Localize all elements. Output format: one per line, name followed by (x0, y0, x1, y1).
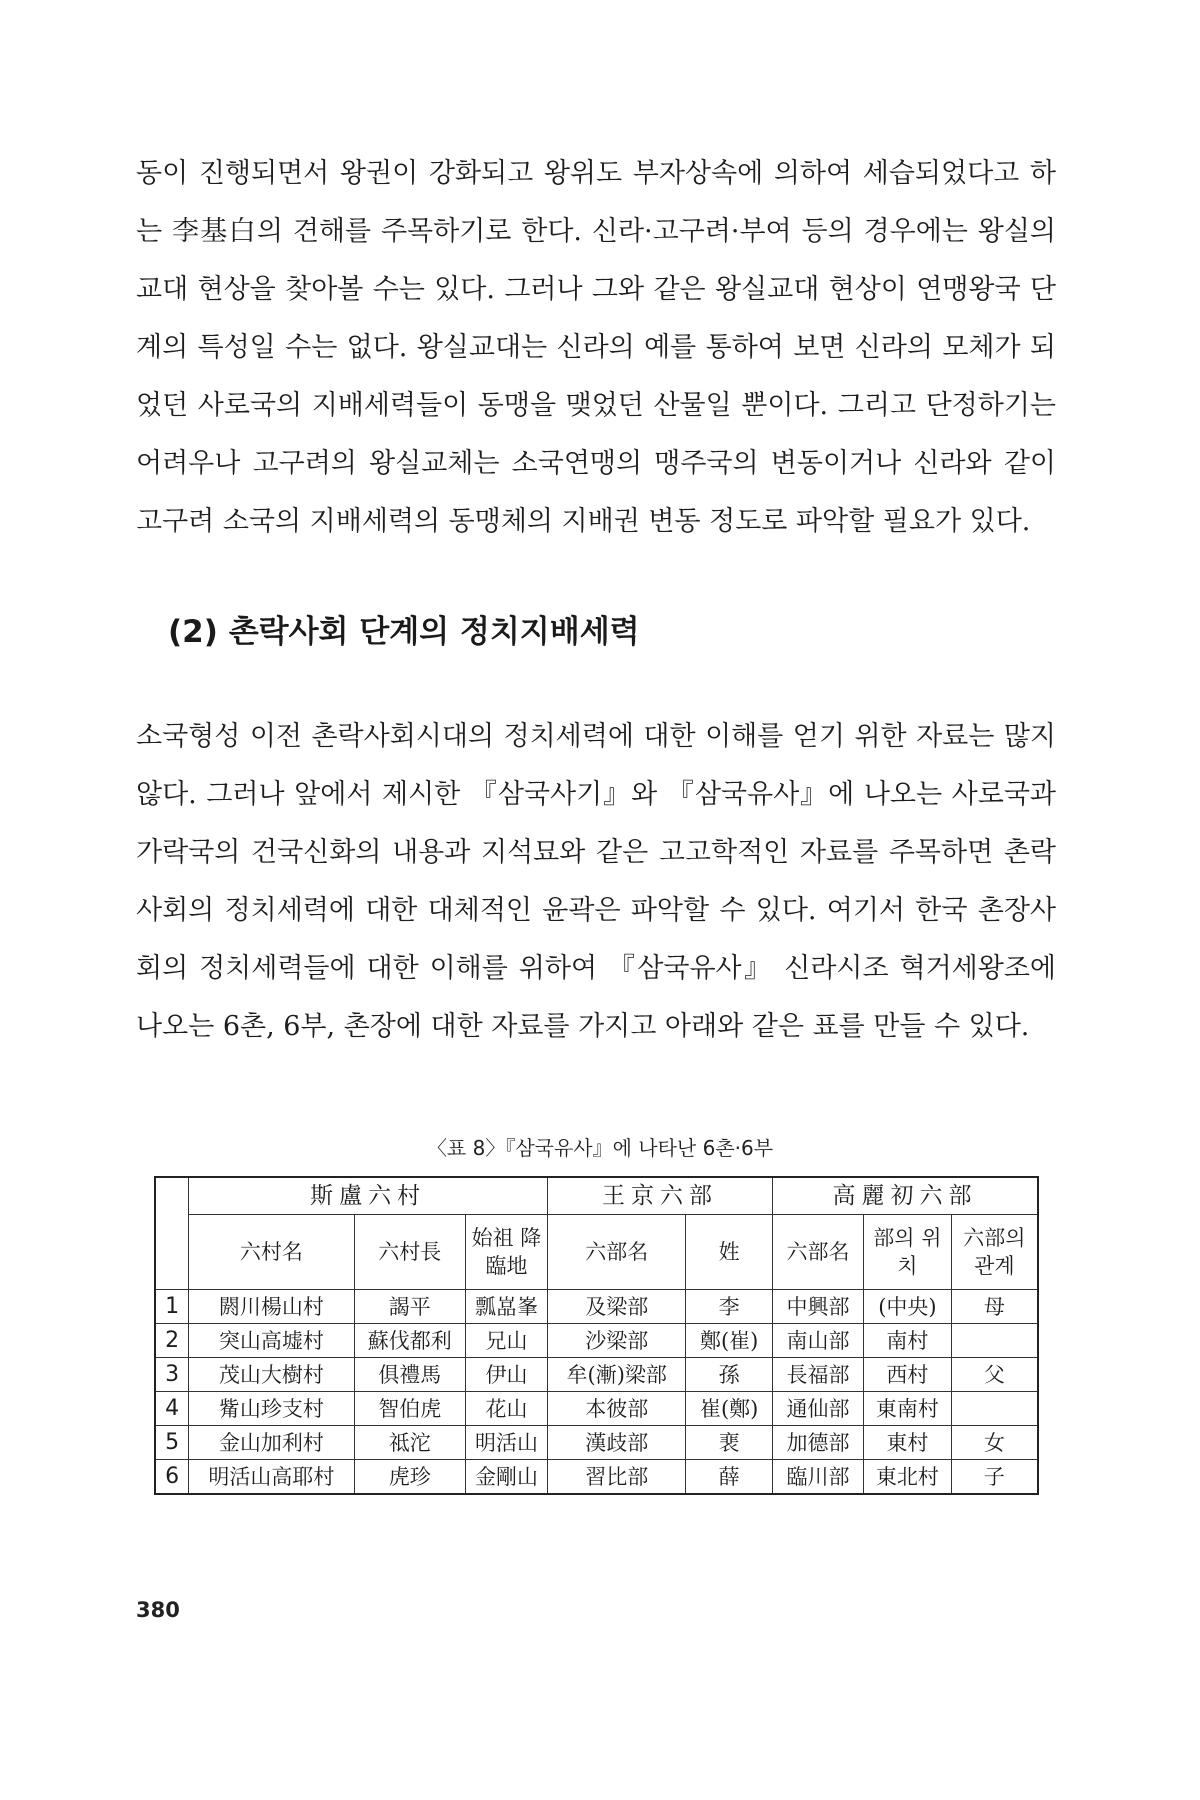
cell-land: 花山 (465, 1392, 547, 1426)
cell-division: 漢歧部 (548, 1426, 686, 1460)
cell-village: 閼川楊山村 (189, 1290, 354, 1324)
row-number: 1 (155, 1290, 189, 1324)
group-header-wanggyeong: 王京六部 (548, 1177, 773, 1215)
six-villages-table (154, 1176, 1039, 1495)
col-header-goryeo-division: 六部名 (772, 1215, 863, 1290)
col-header-location: 部의 위치 (864, 1215, 952, 1290)
cell-village: 金山加利村 (189, 1426, 354, 1460)
cell-location: 東北村 (864, 1460, 952, 1495)
cell-surname: 鄭(崔) (686, 1324, 773, 1358)
cell-chief: 虎珍 (354, 1460, 465, 1495)
table-row (155, 1460, 1038, 1495)
cell-relation (951, 1324, 1038, 1358)
cell-goryeo-division: 臨川部 (772, 1460, 863, 1495)
cell-surname: 崔(鄭) (686, 1392, 773, 1426)
cell-surname: 裵 (686, 1426, 773, 1460)
cell-division: 牟(漸)梁部 (548, 1358, 686, 1392)
cell-relation: 子 (951, 1460, 1038, 1495)
col-header-surname: 姓 (686, 1215, 773, 1290)
table-row (155, 1290, 1038, 1324)
cell-land: 兄山 (465, 1324, 547, 1358)
cell-chief: 祗沱 (354, 1426, 465, 1460)
cell-goryeo-division: 南山部 (772, 1324, 863, 1358)
cell-goryeo-division: 加德部 (772, 1426, 863, 1460)
cell-division: 習比部 (548, 1460, 686, 1495)
row-number: 5 (155, 1426, 189, 1460)
cell-location: 東村 (864, 1426, 952, 1460)
body-paragraph-1: 동이 진행되면서 왕권이 강화되고 왕위도 부자상속에 의하여 세습되었다고 하는 李基白의 견해를 주목하기로 한다. 신라·고구려·부여 등의 경우에는 왕실의 교대 현상을 찾아볼 수는 있다. 그러나 그와 같은 왕실교대 현상이 연맹왕국 단계의 특성일 수는 없다. 왕실교대는 신라의 예를 통하여 보면 신라의 모체가 되었던 사로국의 지배세력들이 동맹을 맺었던 산물일 뿐이다. 그리고 단정하기는 어려우나 고구려의 왕실교체는 소국연맹의 맹주국의 변동이거나 신라와 같이 고구려 소국의 지배세력의 동맹체의 지배권 변동 정도로 파악할 필요가 있다. (136, 158, 1056, 537)
group-header-goryeo: 高麗初六部 (772, 1177, 1038, 1215)
table-row (155, 1358, 1038, 1392)
cell-chief: 智伯虎 (354, 1392, 465, 1426)
table-group-header-row (155, 1177, 1038, 1215)
group-header-saro: 斯盧六村 (189, 1177, 548, 1215)
table-column-header-row (155, 1215, 1038, 1290)
cell-land: 瓢嵓峯 (465, 1290, 547, 1324)
row-number: 2 (155, 1324, 189, 1358)
row-number: 3 (155, 1358, 189, 1392)
cell-division: 沙梁部 (548, 1324, 686, 1358)
cell-relation: 女 (951, 1426, 1038, 1460)
cell-division: 本彼部 (548, 1392, 686, 1426)
row-number: 4 (155, 1392, 189, 1426)
table-row (155, 1392, 1038, 1426)
cell-land: 伊山 (465, 1358, 547, 1392)
cell-chief: 謁平 (354, 1290, 465, 1324)
cell-division: 及梁部 (548, 1290, 686, 1324)
cell-chief: 蘇伐都利 (354, 1324, 465, 1358)
cell-village: 明活山高耶村 (189, 1460, 354, 1495)
cell-land: 明活山 (465, 1426, 547, 1460)
cell-surname: 薛 (686, 1460, 773, 1495)
table-row (155, 1324, 1038, 1358)
cell-relation (951, 1392, 1038, 1426)
cell-goryeo-division: 中興部 (772, 1290, 863, 1324)
section-heading: (2) 촌락사회 단계의 정치지배세력 (168, 614, 640, 650)
cell-village: 觜山珍支村 (189, 1392, 354, 1426)
cell-village: 茂山大樹村 (189, 1358, 354, 1392)
cell-chief: 俱禮馬 (354, 1358, 465, 1392)
cell-relation: 母 (951, 1290, 1038, 1324)
col-header-village-chief: 六村長 (354, 1215, 465, 1290)
table-row (155, 1426, 1038, 1460)
cell-relation: 父 (951, 1358, 1038, 1392)
cell-surname: 李 (686, 1290, 773, 1324)
cell-location: 西村 (864, 1358, 952, 1392)
page-number: 380 (136, 1598, 180, 1622)
col-header-division-name: 六部名 (548, 1215, 686, 1290)
cell-location: 南村 (864, 1324, 952, 1358)
cell-surname: 孫 (686, 1358, 773, 1392)
cell-land: 金剛山 (465, 1460, 547, 1495)
cell-goryeo-division: 長福部 (772, 1358, 863, 1392)
cell-village: 突山高墟村 (189, 1324, 354, 1358)
cell-goryeo-division: 通仙部 (772, 1392, 863, 1426)
cell-location: (中央) (864, 1290, 952, 1324)
body-paragraph-2: 소국형성 이전 촌락사회시대의 정치세력에 대한 이해를 얻기 위한 자료는 많지 않다. 그러나 앞에서 제시한 『삼국사기』와 『삼국유사』에 나오는 사로국과 가락국의 건국신화의 내용과 지석묘와 같은 고고학적인 자료를 주목하면 촌락사회의 정치세력에 대한 대체적인 윤곽은 파악할 수 있다. 여기서 한국 촌장사회의 정치세력들에 대한 이해를 위하여 『삼국유사』 신라시조 혁거세왕조에 나오는 6촌, 6부, 촌장에 대한 자료를 가지고 아래와 같은 표를 만들 수 있다. (136, 721, 1056, 1042)
cell-location: 東南村 (864, 1392, 952, 1426)
row-number-header (155, 1177, 189, 1290)
row-number: 6 (155, 1460, 189, 1495)
col-header-village-name: 六村名 (189, 1215, 354, 1290)
table-caption: 〈표 8〉『삼국유사』에 나타난 6촌·6부 (426, 1136, 774, 1160)
col-header-relation: 六部의 관계 (951, 1215, 1038, 1290)
col-header-ancestor-land: 始祖 降臨地 (465, 1215, 547, 1290)
